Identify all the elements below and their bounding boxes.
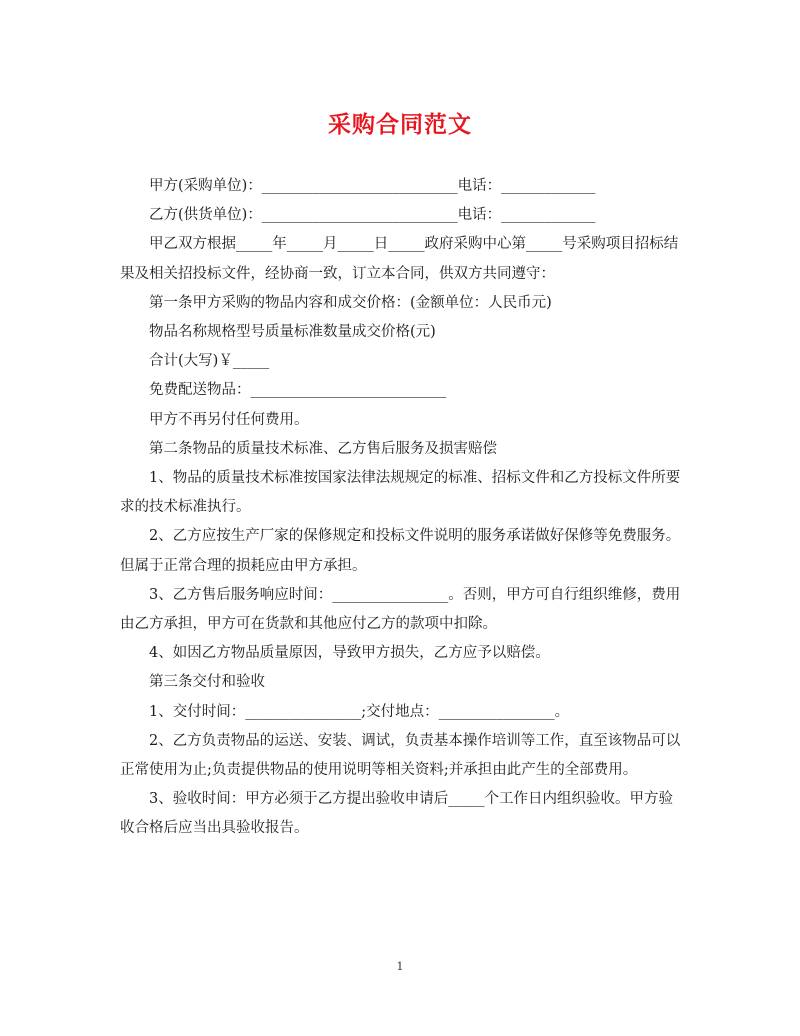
paragraph-article-3-item-1: 1、交付时间：________________;交付地点：________________。: [149, 703, 570, 720]
paragraph-article-3-heading: 第三条交付和验收: [149, 674, 265, 691]
paragraph-article-2-item-4: 4、如因乙方物品质量原因，导致甲方损失，乙方应予以赔偿。: [149, 645, 550, 662]
paragraph-article-2-item-2: 2、乙方应按生产厂家的保修规定和投标文件说明的服务承诺做好保修等免费服务。但属于正常合理的损耗应由甲方承担。: [120, 528, 681, 574]
paragraph-total: 合计(大写)￥_____: [149, 353, 270, 370]
paragraph-article-2-item-1: 1、物品的质量技术标准按国家法律法规规定的标准、招标文件和乙方投标文件所要求的技术标准执行。: [120, 470, 681, 516]
paragraph-preamble: 甲乙双方根据_____年_____月_____日_____政府采购中心第_____号采购项目招标结果及相关招投标文件，经协商一致，订立本合同，供双方共同遵守：: [120, 236, 679, 282]
paragraph-party-b: 乙方(供货单位)：___________________________电话：_____________: [149, 207, 596, 224]
paragraph-article-3-item-3: 3、验收时间：甲方必须于乙方提出验收申请后_____个工作日内组织验收。甲方验收合格后应当出具验收报告。: [120, 791, 673, 837]
paragraph-article-3-item-2: 2、乙方负责物品的运送、安装、调试，负责基本操作培训等工作，直至该物品可以正常使用为止;负责提供物品的使用说明等相关资料;并承担由此产生的全部费用。: [120, 732, 681, 779]
paragraph-party-a: 甲方(采购单位)：___________________________电话：_____________: [149, 178, 596, 194]
paragraph-item-columns: 物品名称规格型号质量标准数量成交价格(元): [149, 324, 436, 341]
document-title: 采购合同范文: [328, 112, 472, 138]
paragraph-article-2-item-3: 3、乙方售后服务响应时间：________________。否则，甲方可自行组织维修，费用由乙方承担，甲方可在货款和其他应付乙方的款项中扣除。: [120, 586, 681, 633]
paragraph-free-delivery: 免费配送物品：___________________________: [149, 382, 447, 399]
paragraph-article-2-heading: 第二条物品的质量技术标准、乙方售后服务及损害赔偿: [149, 440, 497, 457]
paragraph-no-extra-fee: 甲方不再另付任何费用。: [149, 411, 309, 428]
paragraph-article-1-heading: 第一条甲方采购的物品内容和成交价格：(金额单位：人民币元): [149, 294, 552, 311]
page-number: 1: [396, 960, 404, 973]
document-body: [120, 172, 682, 844]
